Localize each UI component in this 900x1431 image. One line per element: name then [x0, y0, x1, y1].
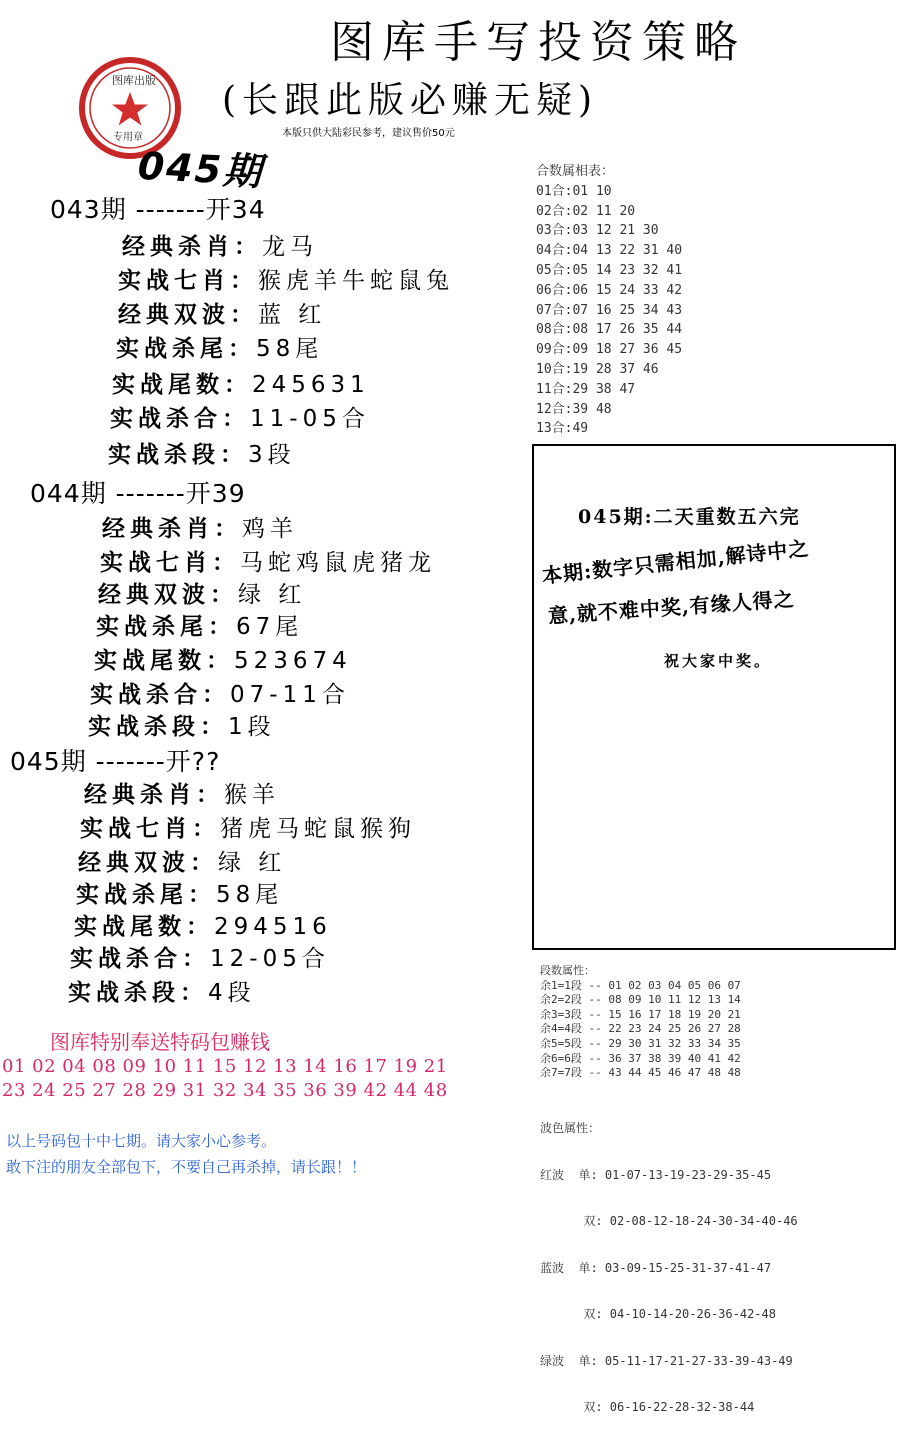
row-value: 58尾: [256, 336, 324, 362]
duan-table-row: 余7=7段 -- 43 44 45 46 47 48 48: [540, 1066, 741, 1080]
wave-table-row: 绿波 单: 05-11-17-21-27-33-39-43-49: [540, 1353, 793, 1368]
page-title: 图库手写投资策略: [330, 17, 746, 68]
duan-table-row: 余1=1段 -- 01 02 03 04 05 06 07: [540, 978, 741, 992]
he-table-row: 01合:01 10: [536, 183, 612, 199]
row-label: 经典双波：: [98, 582, 238, 608]
issue-header: 045期 -------开??: [10, 747, 221, 776]
row-value: 蓝 红: [258, 302, 327, 328]
wave-table-row: 红波 单: 01-07-13-19-23-29-35-45: [540, 1167, 772, 1182]
he-table-row: 08合:08 17 26 35 44: [536, 322, 683, 338]
duan-table-row: 余6=6段 -- 36 37 38 39 40 41 42: [540, 1051, 741, 1065]
wave-table-row: 双: 04-10-14-20-26-36-42-48: [540, 1307, 776, 1321]
he-table-row: 12合:39 48: [536, 401, 612, 417]
row-label: 实战杀段：: [108, 442, 248, 468]
row-value: 绿 红: [238, 582, 307, 608]
issue-row: [102, 510, 298, 543]
row-value: 294516: [214, 914, 332, 940]
row-value: 猴虎羊牛蛇鼠兔: [258, 268, 454, 294]
issue-row: [88, 708, 276, 741]
he-table-row: 09合:09 18 27 36 45: [536, 342, 683, 358]
promo-numbers-1: 01 02 04 08 09 10 11 15 12 13 14 16 17 19 21: [2, 1056, 448, 1077]
duan-table-row: 余4=4段 -- 22 23 24 25 26 27 28: [540, 1022, 741, 1036]
he-table-row: 06合:06 15 24 33 42: [536, 282, 683, 298]
issue-header: 044期 -------开39: [30, 479, 246, 508]
he-table-row: 03合:03 12 21 30: [536, 223, 659, 239]
row-value: 1段: [228, 714, 276, 740]
issue-row: [122, 228, 318, 261]
issue-row: [116, 330, 323, 363]
row-value: 马蛇鸡鼠虎猪龙: [240, 550, 436, 576]
seal-bottom-text: 专用章: [113, 132, 143, 143]
he-table-row: 05合:05 14 23 32 41: [536, 262, 683, 278]
price-note: 本版只供大陆彩民参考，建议售价50元: [282, 128, 455, 139]
he-table-row: 11合:29 38 47: [536, 381, 636, 397]
wave-table-row: 双: 06-16-22-28-32-38-44: [540, 1400, 755, 1414]
row-label: 实战杀段：: [68, 980, 208, 1006]
issue-row: [110, 400, 370, 433]
promo-notice-2: 敢下注的朋友全部包下，不要自己再杀掉，请长跟！！: [6, 1158, 367, 1176]
row-value: 523674: [234, 648, 352, 674]
issue-row: [108, 436, 296, 469]
issue-row: [68, 974, 256, 1007]
issue-row: [118, 262, 454, 295]
poem-line-2: 本期:数字只需相加,解诗中之: [540, 536, 811, 588]
row-label: 经典杀肖：: [84, 782, 224, 808]
row-value: 67尾: [236, 614, 304, 640]
row-label: 实战杀尾：: [96, 614, 236, 640]
row-value: 11-05合: [250, 406, 370, 432]
row-label: 经典杀肖：: [122, 234, 262, 260]
row-value: 3段: [248, 442, 296, 468]
promo-title: 图库特别奉送特码包赚钱: [50, 1030, 270, 1054]
row-value: 58尾: [216, 882, 284, 908]
he-table-row: 02合:02 11 20: [536, 203, 636, 219]
row-label: 实战尾数：: [94, 648, 234, 674]
current-issue-label: 045期: [136, 143, 265, 195]
row-label: 实战杀合：: [90, 682, 230, 708]
issue-row: [74, 908, 332, 941]
row-value: 龙马: [262, 234, 318, 260]
wave-table: [540, 1090, 798, 1431]
row-label: 实战杀合：: [110, 406, 250, 432]
duan-table-row: 余5=5段 -- 29 30 31 32 33 34 35: [540, 1036, 741, 1050]
row-label: 实战七肖：: [80, 816, 220, 842]
duan-table-row: 余2=2段 -- 08 09 10 11 12 13 14: [540, 993, 741, 1007]
row-label: 实战七肖：: [100, 550, 240, 576]
poem-line-3: 意,就不难中奖,有缘人得之: [547, 586, 796, 628]
row-label: 实战杀尾：: [76, 882, 216, 908]
wave-table-row: 双: 02-08-12-18-24-30-34-40-46: [540, 1214, 798, 1228]
issue-row: [100, 544, 436, 577]
row-label: 实战杀合：: [70, 946, 210, 972]
he-table-row: 07合:07 16 25 34 43: [536, 302, 683, 318]
row-value: 绿 红: [218, 850, 287, 876]
row-label: 实战尾数：: [74, 914, 214, 940]
issue-row: [90, 676, 350, 709]
he-table-row: 13合:49: [536, 421, 589, 437]
he-table-title: 合数属相表：: [536, 164, 615, 179]
issue-row: [70, 940, 330, 973]
issue-row: [98, 576, 306, 609]
row-label: 经典杀肖：: [102, 516, 242, 542]
row-value: 鸡羊: [242, 516, 298, 542]
issue-row: [80, 810, 416, 843]
issue-row: [118, 296, 326, 329]
row-value: 245631: [252, 372, 370, 398]
duan-table-title: 段数属性：: [540, 964, 595, 977]
promo-numbers-2: 23 24 25 27 28 29 31 32 34 35 36 39 42 44 48: [2, 1080, 448, 1101]
issue-row: [76, 876, 283, 909]
seal-top-text: 图库出版: [112, 74, 156, 87]
row-value: 12-05合: [210, 946, 330, 972]
he-table-row: 10合:19 28 37 46: [536, 361, 659, 377]
row-label: 实战杀尾：: [116, 336, 256, 362]
row-value: 4段: [208, 980, 256, 1006]
issue-header: 043期 -------开34: [50, 195, 266, 224]
issue-row: [94, 642, 352, 675]
promo-notice-1: 以上号码包十中七期。请大家小心参考。: [6, 1132, 277, 1150]
duan-table-row: 余3=3段 -- 15 16 17 18 19 20 21: [540, 1007, 741, 1021]
issue-row: [96, 608, 303, 641]
row-label: 实战尾数：: [112, 372, 252, 398]
he-table: [536, 162, 682, 439]
page-subtitle: (长跟此版必赚无疑): [222, 80, 599, 121]
poem-line-4: 祝大家中奖。: [664, 652, 773, 670]
poem-line-1: 045期:二天重数五六完: [578, 506, 801, 528]
issue-row: [112, 366, 370, 399]
row-value: 猪虎马蛇鼠猴狗: [220, 816, 416, 842]
wave-table-row: 蓝波 单: 03-09-15-25-31-37-41-47: [540, 1260, 772, 1275]
row-label: 实战七肖：: [118, 268, 258, 294]
row-label: 实战杀段：: [88, 714, 228, 740]
issue-row: [84, 776, 280, 809]
wave-table-title: 波色属性：: [540, 1121, 601, 1135]
he-table-row: 04合:04 13 22 31 40: [536, 243, 683, 259]
row-value: 猴羊: [224, 782, 280, 808]
duan-table: [540, 964, 741, 1081]
row-value: 07-11合: [230, 682, 350, 708]
row-label: 经典双波：: [118, 302, 258, 328]
issue-row: [78, 844, 286, 877]
row-label: 经典双波：: [78, 850, 218, 876]
